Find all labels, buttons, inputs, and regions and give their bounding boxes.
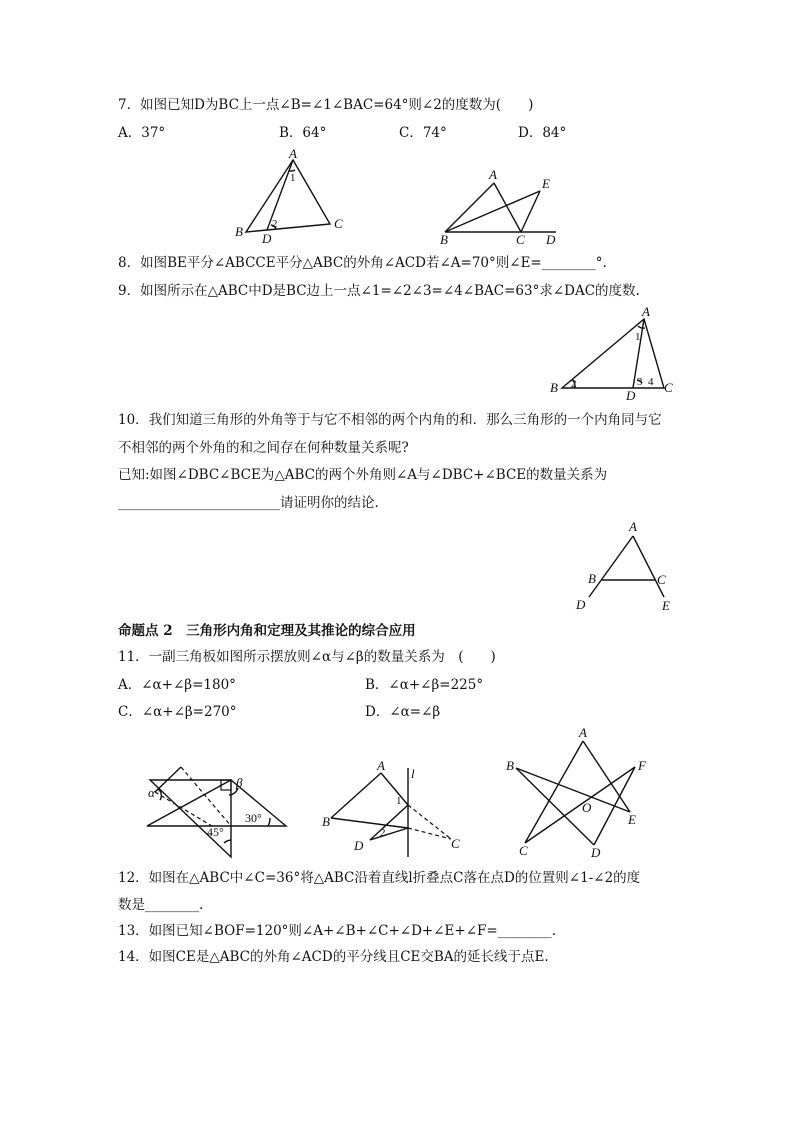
label-c: C	[519, 843, 528, 858]
label-alpha: α	[148, 785, 155, 800]
label-b: B	[550, 380, 558, 395]
label-45-degrees: 45°	[207, 825, 224, 839]
section-2-title: 命题点 2 三角形内角和定理及其推论的综合应用	[118, 623, 416, 639]
label-beta: β	[236, 775, 243, 790]
q7-option-d: D．84°	[518, 125, 567, 141]
label-b: B	[440, 232, 448, 247]
label-d: D	[262, 231, 272, 246]
label-3: 3	[637, 376, 643, 388]
label-2: 2	[571, 378, 577, 390]
label-1: 1	[635, 331, 641, 343]
q11-option-d: D．∠α=∠β	[365, 704, 441, 720]
label-a: A	[642, 304, 650, 319]
q10-line2: 不相邻的两个外角的和之间存在何种数量关系呢?	[118, 440, 409, 456]
q13-stem: 13．如图已知∠BOF=120°则∠A+∠B+∠C+∠D+∠E+∠F=________.	[118, 923, 556, 939]
label-a: A	[629, 519, 637, 534]
label-c: C	[334, 216, 343, 231]
label-a: A	[579, 725, 587, 740]
label-o: O	[582, 800, 592, 815]
label-f: F	[638, 758, 646, 773]
segment-ad	[267, 160, 293, 230]
label-1: 1	[290, 172, 296, 184]
q7-option-c: C．74°	[399, 125, 447, 141]
label-c: C	[451, 836, 460, 851]
q8-stem: 8．如图BE平分∠ABCCE平分△ABC的外角∠ACD若∠A=70°则∠E=________°.	[118, 255, 607, 271]
label-l: l	[411, 766, 415, 781]
label-b: B	[235, 224, 243, 239]
label-2: 2	[380, 827, 386, 839]
q11-option-b: B．∠α+∠β=225°	[365, 677, 484, 693]
label-a: A	[377, 758, 385, 773]
label-30-degrees: 30°	[245, 811, 262, 825]
label-c: C	[664, 380, 673, 395]
label-d: D	[546, 232, 556, 247]
label-b: B	[506, 758, 514, 773]
label-e: E	[542, 176, 550, 191]
label-e: E	[628, 812, 636, 827]
q10-line1: 10．我们知道三角形的外角等于与它不相邻的两个内角的和．那么三角形的一个内角同与它	[118, 412, 662, 428]
q14-stem: 14．如图CE是△ABC的外角∠ACD的平分线且CE交BA的延长线于点E.	[118, 949, 549, 965]
q12-line1: 12．如图在△ABC中∠C=36°将△ABC沿着直线l折叠点C落在点D的位置则∠1-∠2的度	[118, 870, 641, 886]
q9-stem: 9．如图所示在△ABC中D是BC边上一点∠1=∠2∠3=∠4∠BAC=63°求∠DAC的度数.	[118, 283, 640, 299]
label-e: E	[662, 598, 670, 613]
label-d: D	[626, 388, 636, 403]
q11-option-a: A．∠α+∠β=180°	[118, 677, 236, 693]
label-b: B	[322, 814, 330, 829]
label-d: D	[354, 838, 364, 853]
triangle-abc	[246, 160, 330, 232]
q7-option-a: A．37°	[118, 125, 166, 141]
label-a: A	[489, 167, 497, 182]
label-4: 4	[648, 376, 654, 388]
label-c: C	[657, 572, 666, 587]
label-a: A	[289, 146, 297, 161]
label-d: D	[576, 597, 586, 612]
q11-option-c: C．∠α+∠β=270°	[118, 704, 237, 720]
q12-line2: 数是________.	[118, 897, 204, 913]
label-d: D	[591, 845, 601, 860]
q7-option-b: B．64°	[279, 125, 327, 141]
label-c: C	[516, 232, 525, 247]
q7-stem: 7．如图已知D为BC上一点∠B=∠1∠BAC=64°则∠2的度数为( )	[118, 97, 534, 113]
q10-line4: ________________________请证明你的结论.	[118, 495, 379, 511]
q10-line3: 已知:如图∠DBC∠BCE为△ABC的两个外角则∠A与∠DBC+∠BCE的数量关系为	[118, 467, 608, 483]
q11-stem: 11．一副三角板如图所示摆放则∠α与∠β的数量关系为 ( )	[118, 649, 496, 665]
label-1: 1	[396, 795, 402, 807]
label-2: 2	[272, 218, 278, 230]
label-b: B	[588, 571, 596, 586]
